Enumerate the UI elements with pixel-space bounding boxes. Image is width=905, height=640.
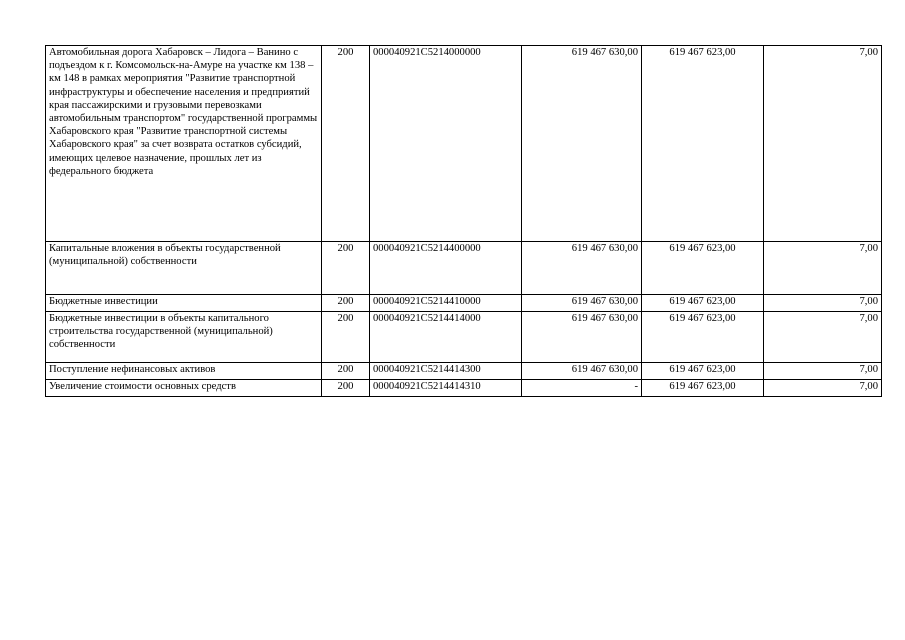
row-unexecuted-cell: 7,00	[764, 312, 882, 363]
row-name-cell: Поступление нефинансовых активов	[46, 363, 322, 380]
budget-execution-table	[45, 45, 882, 397]
row-code-cell: 200	[322, 380, 370, 397]
row-unexecuted-cell: 7,00	[764, 363, 882, 380]
row-code-cell: 200	[322, 295, 370, 312]
row-code-cell: 200	[322, 46, 370, 242]
row-kbk-cell: 000040921C5214414300	[370, 363, 522, 380]
row-kbk-cell: 000040921C5214400000	[370, 242, 522, 295]
table-row	[46, 312, 882, 363]
row-name-cell: Автомобильная дорога Хабаровск – Лидога – Ванино с подъездом к г. Комсомольск-на-Амуре на участке км 138 – км 148 в рамках мероприятия "Развитие транспортной инфраструктуры и обеспечение населения и предприятий края пассажирскими и грузовыми перевозками автомобильным транспортом" государственной программы Хабаровского края "Развитие транспортной системы Хабаровского края" за счет возврата остатков субсидий, имеющих целевое назначение, прошлых лет из федерального бюджета	[46, 46, 322, 242]
row-name-cell: Бюджетные инвестиции	[46, 295, 322, 312]
row-name-cell: Бюджетные инвестиции в объекты капитального строительства государственной (муниципальной) собственности	[46, 312, 322, 363]
row-executed-cell: 619 467 623,00	[642, 295, 764, 312]
row-approved-cell: 619 467 630,00	[522, 46, 642, 242]
row-executed-cell: 619 467 623,00	[642, 380, 764, 397]
row-code-cell: 200	[322, 363, 370, 380]
row-executed-cell: 619 467 623,00	[642, 242, 764, 295]
table-row	[46, 295, 882, 312]
row-kbk-cell: 000040921C5214410000	[370, 295, 522, 312]
row-kbk-cell: 000040921C5214414000	[370, 312, 522, 363]
row-unexecuted-cell: 7,00	[764, 242, 882, 295]
row-unexecuted-cell: 7,00	[764, 380, 882, 397]
table-row	[46, 242, 882, 295]
row-approved-cell: 619 467 630,00	[522, 363, 642, 380]
row-unexecuted-cell: 7,00	[764, 46, 882, 242]
row-name-cell: Капитальные вложения в объекты государственной (муниципальной) собственности	[46, 242, 322, 295]
row-code-cell: 200	[322, 312, 370, 363]
row-executed-cell: 619 467 623,00	[642, 363, 764, 380]
row-approved-cell: 619 467 630,00	[522, 242, 642, 295]
row-kbk-cell: 000040921C5214000000	[370, 46, 522, 242]
table-row	[46, 380, 882, 397]
table-row	[46, 363, 882, 380]
row-name-cell: Увеличение стоимости основных средств	[46, 380, 322, 397]
table-row	[46, 46, 882, 242]
row-unexecuted-cell: 7,00	[764, 295, 882, 312]
row-executed-cell: 619 467 623,00	[642, 312, 764, 363]
row-kbk-cell: 000040921C5214414310	[370, 380, 522, 397]
row-approved-cell: 619 467 630,00	[522, 312, 642, 363]
row-executed-cell: 619 467 623,00	[642, 46, 764, 242]
row-code-cell: 200	[322, 242, 370, 295]
row-approved-cell: -	[522, 380, 642, 397]
row-approved-cell: 619 467 630,00	[522, 295, 642, 312]
